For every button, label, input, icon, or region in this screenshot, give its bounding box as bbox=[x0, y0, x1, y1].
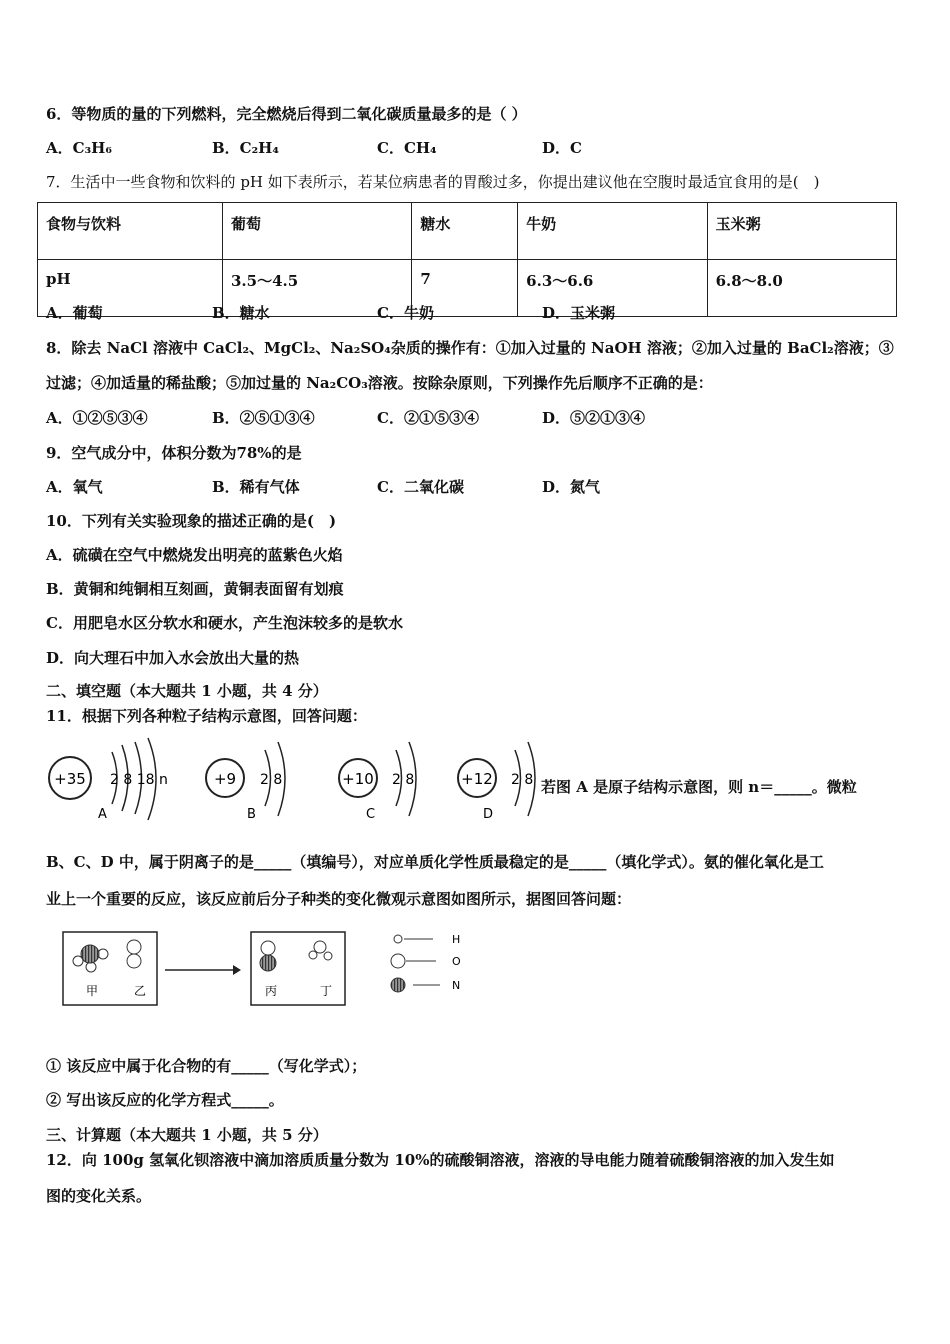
atom-c bbox=[339, 742, 416, 822]
q6-option-d: D．C bbox=[542, 139, 582, 157]
ph-table bbox=[37, 202, 897, 317]
svg-text:N: N bbox=[452, 979, 461, 992]
table-cell: 食物与饮料 bbox=[38, 203, 223, 260]
table-cell: 6.3～6.6 bbox=[518, 260, 707, 317]
table-cell: 玉米粥 bbox=[707, 203, 896, 260]
svg-text:丙: 丙 bbox=[265, 984, 278, 998]
q10-option-d: D．向大理石中加入水会放出大量的热 bbox=[46, 649, 300, 667]
q12-line1: 12．向 100g 氢氧化钡溶液中滴加溶质质量分数为 10%的硫酸铜溶液，溶液的导电能力随着硫酸铜溶液的加入发生如 bbox=[46, 1151, 835, 1169]
svg-text:2 8: 2 8 bbox=[511, 772, 534, 788]
svg-text:+10: +10 bbox=[342, 770, 374, 788]
q8-option-d: D．⑤②①③④ bbox=[542, 409, 646, 427]
q7-option-d: D．玉米粥 bbox=[542, 304, 616, 322]
q10-option-a: A．硫磺在空气中燃烧发出明亮的蓝紫色火焰 bbox=[46, 546, 343, 564]
q11-stem: 11．根据下列各种粒子结构示意图，回答问题： bbox=[46, 707, 367, 725]
svg-text:H: H bbox=[452, 933, 461, 946]
legend bbox=[391, 933, 461, 992]
q8-option-b: B．②⑤①③④ bbox=[212, 409, 315, 427]
atom-d bbox=[458, 742, 535, 822]
svg-text:2 8: 2 8 bbox=[260, 772, 283, 788]
table-cell: 糖水 bbox=[412, 203, 518, 260]
table-cell: 7 bbox=[412, 260, 518, 317]
q9-option-b: B．稀有气体 bbox=[212, 478, 300, 496]
atom-structure-diagrams bbox=[40, 730, 540, 830]
svg-text:+9: +9 bbox=[213, 770, 237, 788]
svg-text:丁: 丁 bbox=[320, 984, 333, 998]
q9-stem: 9．空气成分中，体积分数为78%的是 bbox=[46, 444, 302, 462]
q10-stem: 10．下列有关实验现象的描述正确的是( ) bbox=[46, 512, 337, 530]
svg-text:C: C bbox=[366, 807, 376, 822]
q11-inline-text: 若图 A 是原子结构示意图，则 n＝_____。微粒 bbox=[541, 778, 857, 796]
svg-text:B: B bbox=[247, 807, 256, 822]
table-cell: pH bbox=[38, 260, 223, 317]
q11-sub1: ① 该反应中属于化合物的有_____（写化学式）； bbox=[46, 1057, 367, 1075]
table-cell: 牛奶 bbox=[518, 203, 707, 260]
table-row bbox=[38, 260, 897, 317]
q10-option-b: B．黄铜和纯铜相互刻画，黄铜表面留有划痕 bbox=[46, 580, 344, 598]
svg-text:D: D bbox=[483, 807, 494, 822]
q6-option-c: C．CH₄ bbox=[377, 139, 437, 157]
atom-a bbox=[49, 738, 168, 822]
svg-text:2 8 18 n: 2 8 18 n bbox=[110, 772, 168, 788]
svg-text:O: O bbox=[452, 955, 461, 968]
q11-sub2: ② 写出该反应的化学方程式_____。 bbox=[46, 1091, 284, 1109]
q7-stem: 7．生活中一些食物和饮料的 pH 如下表所示，若某位病患者的胃酸过多，你提出建议他在空腹时最适宜食用的是( ) bbox=[46, 173, 820, 191]
reaction-micro-diagram bbox=[40, 920, 480, 1020]
q6-stem: 6．等物质的量的下列燃料，完全燃烧后得到二氧化碳质量最多的是（ ） bbox=[46, 105, 527, 123]
table-cell: 3.5～4.5 bbox=[223, 260, 412, 317]
svg-text:A: A bbox=[98, 807, 107, 822]
q7-option-c: C．牛奶 bbox=[377, 304, 434, 322]
q12-line2: 图的变化关系。 bbox=[46, 1187, 152, 1205]
svg-text:2 8: 2 8 bbox=[392, 772, 415, 788]
q8-stem-line1: 8．除去 NaCl 溶液中 CaCl₂、MgCl₂、Na₂SO₄杂质的操作有：①加入过量的 NaOH 溶液；②加入过量的 BaCl₂溶液；③ bbox=[46, 339, 894, 357]
svg-text:+12: +12 bbox=[461, 770, 493, 788]
q9-option-c: C．二氧化碳 bbox=[377, 478, 464, 496]
svg-text:乙: 乙 bbox=[134, 984, 147, 998]
section-3-heading: 三、计算题（本大题共 1 小题，共 5 分） bbox=[46, 1126, 328, 1144]
table-cell: 6.8～8.0 bbox=[707, 260, 896, 317]
section-2-heading: 二、填空题（本大题共 1 小题，共 4 分） bbox=[46, 682, 328, 700]
svg-text:甲: 甲 bbox=[86, 984, 99, 998]
q11-line3: 业上一个重要的反应，该反应前后分子种类的变化微观示意图如图所示，据图回答问题： bbox=[46, 890, 632, 908]
q6-option-b: B．C₂H₄ bbox=[212, 139, 279, 157]
q7-option-b: B．糖水 bbox=[212, 304, 270, 322]
q9-option-a: A．氧气 bbox=[46, 478, 103, 496]
q11-line2: B、C、D 中，属于阴离子的是_____（填编号），对应单质化学性质最稳定的是_____（填化学式）。氨的催化氧化是工 bbox=[46, 853, 824, 871]
arrow-icon bbox=[233, 965, 241, 975]
q8-option-c: C．②①⑤③④ bbox=[377, 409, 479, 427]
q9-option-d: D．氮气 bbox=[542, 478, 601, 496]
table-header-row bbox=[38, 203, 897, 260]
q7-option-a: A．葡萄 bbox=[46, 304, 103, 322]
q10-option-c: C．用肥皂水区分软水和硬水，产生泡沫较多的是软水 bbox=[46, 614, 403, 632]
svg-text:+35: +35 bbox=[54, 770, 86, 788]
q6-option-a: A．C₃H₆ bbox=[46, 139, 112, 157]
q8-stem-line2: 过滤；④加适量的稀盐酸；⑤加过量的 Na₂CO₃溶液。按除杂原则，下列操作先后顺序不正确的是： bbox=[46, 374, 713, 392]
atom-b bbox=[206, 742, 285, 822]
table-cell: 葡萄 bbox=[223, 203, 412, 260]
q8-option-a: A．①②⑤③④ bbox=[46, 409, 148, 427]
